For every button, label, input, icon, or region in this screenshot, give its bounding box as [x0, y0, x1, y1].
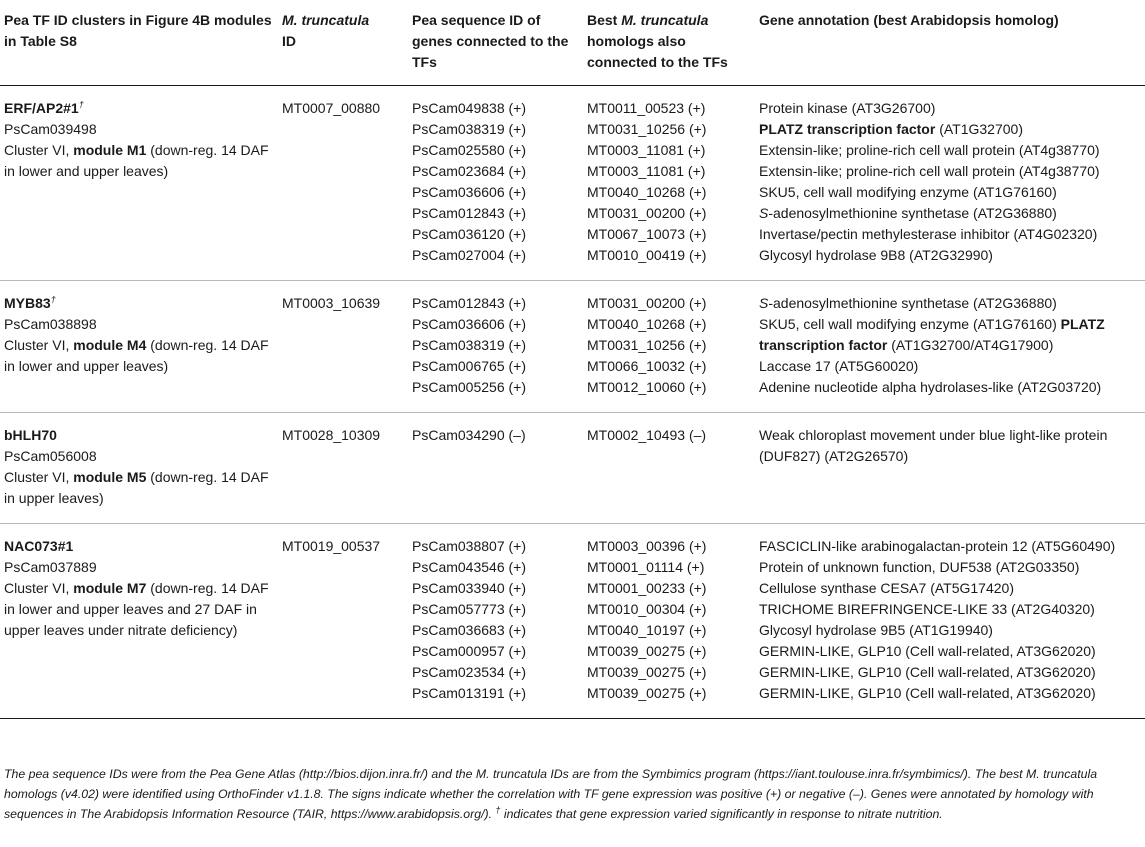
- list-item: PsCam038807 (+): [412, 538, 527, 554]
- pea-ids-cell: [408, 413, 583, 524]
- list-item: PsCam013191 (+): [412, 685, 527, 701]
- list-item: PsCam000957 (+): [412, 643, 527, 659]
- table-row-erf-ap2: [0, 86, 1145, 281]
- tf-cell: [0, 86, 278, 281]
- list-item: PsCam033940 (+): [412, 580, 527, 596]
- pea-ids-cell: [408, 281, 583, 413]
- mt-id-cell: MT0007_00880: [282, 100, 381, 116]
- header-mt-homologs-rest: homologs also connected to the TFs: [587, 33, 728, 70]
- list-item: MT0012_10060 (+): [587, 379, 707, 395]
- header-mt-id: [278, 6, 408, 86]
- list-item: MT0010_00419 (+): [587, 247, 707, 263]
- tf-name: NAC073#1: [4, 538, 74, 554]
- tf-name: bHLH70: [4, 427, 57, 443]
- table-row-nac073: [0, 524, 1145, 719]
- tf-pea-id: PsCam038898: [4, 316, 97, 332]
- module-label: module M7: [73, 580, 147, 596]
- annotations-cell: [755, 524, 1145, 719]
- list-item: MT0010_00304 (+): [587, 601, 707, 617]
- list-item: Extensin-like; proline-rich cell wall protein (AT4g38770): [759, 142, 1100, 158]
- cluster-description: (down-reg. 14 DAF in upper leaves): [4, 469, 269, 506]
- list-item: MT0031_00200 (+): [587, 295, 707, 311]
- header-row: [0, 6, 1145, 86]
- cluster-description: (down-reg. 14 DAF in lower and upper leaves and 27 DAF in upper leaves under nitrate deficiency): [4, 580, 269, 638]
- list-item: PLATZ transcription factor (AT1G32700): [759, 121, 1023, 137]
- tf-cell: [0, 413, 278, 524]
- list-item: SKU5, cell wall modifying enzyme (AT1G76160): [759, 184, 1057, 200]
- list-item: PsCam057773 (+): [412, 601, 527, 617]
- list-item: PsCam012843 (+): [412, 295, 527, 311]
- list-item: SKU5, cell wall modifying enzyme (AT1G76160) PLATZ transcription factor (AT1G32700/AT4G17900): [759, 316, 1105, 353]
- list-item: MT0040_10268 (+): [587, 184, 707, 200]
- gene-table: [0, 6, 1145, 719]
- tf-cell: [0, 281, 278, 413]
- tf-pea-id: PsCam037889: [4, 559, 97, 575]
- annotations-cell: [755, 86, 1145, 281]
- list-item: PsCam036606 (+): [412, 184, 527, 200]
- tf-pea-id: PsCam056008: [4, 448, 97, 464]
- header-tf-clusters: Pea TF ID clusters in Figure 4B modules in Table S8: [4, 12, 272, 49]
- table-row-bhlh70: [0, 413, 1145, 524]
- list-item: S-adenosylmethionine synthetase (AT2G36880): [759, 295, 1057, 311]
- list-item: Protein kinase (AT3G26700): [759, 100, 936, 116]
- list-item: Weak chloroplast movement under blue light-like protein (DUF827) (AT2G26570): [759, 427, 1108, 464]
- mt-homologs-cell: [583, 86, 755, 281]
- annotations-cell: [755, 413, 1145, 524]
- list-item: Extensin-like; proline-rich cell wall protein (AT4g38770): [759, 163, 1100, 179]
- mt-homologs-cell: [583, 281, 755, 413]
- footnote-text: The pea sequence IDs were from the Pea Gene Atlas (http://bios.dijon.inra.fr/) and the M. truncatula IDs are from the Symbimics program (https://iant.toulouse.inra.fr/symbimics/). The best M. truncatula homologs (v4.02) were identified using OrthoFinder v1.1.8. The signs indicate whether the correlation with TF gene expression was positive (+) or negative (–). Genes were annotated by homology with sequences in The Arabidopsis Information Resource (TAIR, https://www.arabidopsis.org/).: [4, 767, 1098, 821]
- cluster-label: Cluster VI,: [4, 337, 74, 353]
- annotations-cell: [755, 281, 1145, 413]
- list-item: MT0003_11081 (+): [587, 142, 706, 158]
- list-item: PsCam036606 (+): [412, 316, 527, 332]
- list-item: PsCam023534 (+): [412, 664, 527, 680]
- list-item: PsCam012843 (+): [412, 205, 527, 221]
- list-item: S-adenosylmethionine synthetase (AT2G36880): [759, 205, 1057, 221]
- list-item: PsCam036683 (+): [412, 622, 527, 638]
- header-mt-id-rest: ID: [282, 33, 296, 49]
- list-item: PsCam049838 (+): [412, 100, 527, 116]
- footnote-tail: indicates that gene expression varied significantly in response to nitrate nutrition.: [500, 807, 943, 821]
- list-item: MT0040_10268 (+): [587, 316, 707, 332]
- list-item: PsCam025580 (+): [412, 142, 527, 158]
- list-item: PsCam043546 (+): [412, 559, 527, 575]
- tf-cell: [0, 524, 278, 719]
- list-item: MT0031_10256 (+): [587, 121, 707, 137]
- cluster-label: Cluster VI,: [4, 469, 74, 485]
- mt-homologs-cell: [583, 413, 755, 524]
- table-row-myb83: [0, 281, 1145, 413]
- list-item: PsCam034290 (–): [412, 427, 526, 443]
- list-item: MT0001_01114 (+): [587, 559, 705, 575]
- list-item: Invertase/pectin methylesterase inhibitor (AT4G02320): [759, 226, 1098, 242]
- list-item: Cellulose synthase CESA7 (AT5G17420): [759, 580, 1014, 596]
- list-item: Glycosyl hydrolase 9B8 (AT2G32990): [759, 247, 993, 263]
- cluster-label: Cluster VI,: [4, 142, 74, 158]
- module-label: module M4: [73, 337, 147, 353]
- list-item: MT0031_10256 (+): [587, 337, 707, 353]
- dagger-mark: †: [50, 294, 56, 305]
- list-item: MT0011_00523 (+): [587, 100, 706, 116]
- header-gene-annotation: Gene annotation (best Arabidopsis homolog): [759, 12, 1059, 28]
- list-item: TRICHOME BIREFRINGENCE-LIKE 33 (AT2G40320): [759, 601, 1095, 617]
- list-item: MT0003_00396 (+): [587, 538, 707, 554]
- tf-name: ERF/AP2#1: [4, 100, 79, 116]
- list-item: Laccase 17 (AT5G60020): [759, 358, 919, 374]
- list-item: MT0002_10493 (–): [587, 427, 707, 443]
- tf-pea-id: PsCam039498: [4, 121, 97, 137]
- list-item: PsCam038319 (+): [412, 121, 527, 137]
- mt-id-cell: MT0028_10309: [278, 413, 408, 524]
- list-item: PsCam038319 (+): [412, 337, 527, 353]
- list-item: PsCam036120 (+): [412, 226, 527, 242]
- module-label: module M1: [73, 142, 147, 158]
- table-footnote: [4, 764, 1144, 824]
- list-item: PsCam005256 (+): [412, 379, 527, 395]
- list-item: Glycosyl hydrolase 9B5 (AT1G19940): [759, 622, 993, 638]
- module-label: module M5: [73, 469, 147, 485]
- list-item: MT0001_00233 (+): [587, 580, 707, 596]
- header-pea-seq-id: Pea sequence ID of genes connected to the TFs: [412, 12, 569, 70]
- dagger-mark: †: [78, 99, 84, 110]
- list-item: MT0003_11081 (+): [587, 163, 706, 179]
- dagger-mark: †: [495, 804, 501, 815]
- list-item: MT0067_10073 (+): [587, 226, 707, 242]
- list-item: GERMIN-LIKE, GLP10 (Cell wall-related, AT3G62020): [759, 685, 1096, 701]
- list-item: PsCam006765 (+): [412, 358, 527, 374]
- header-mt-id-species: M. truncatula: [282, 12, 370, 28]
- header-mt-homologs-pre: Best: [587, 12, 622, 28]
- pea-ids-cell: [408, 524, 583, 719]
- list-item: MT0039_00275 (+): [587, 664, 707, 680]
- cluster-description: (down-reg. 14 DAF in lower and upper leaves): [4, 142, 269, 179]
- cluster-label: Cluster VI,: [4, 580, 74, 596]
- list-item: PsCam023684 (+): [412, 163, 527, 179]
- list-item: MT0031_00200 (+): [587, 205, 707, 221]
- tf-name: MYB83: [4, 295, 51, 311]
- list-item: MT0066_10032 (+): [587, 358, 707, 374]
- header-mt-homologs-species: M. truncatula: [621, 12, 709, 28]
- list-item: GERMIN-LIKE, GLP10 (Cell wall-related, AT3G62020): [759, 643, 1096, 659]
- pea-ids-cell: [408, 86, 583, 281]
- list-item: MT0040_10197 (+): [587, 622, 707, 638]
- list-item: Adenine nucleotide alpha hydrolases-like (AT2G03720): [759, 379, 1102, 395]
- list-item: Protein of unknown function, DUF538 (AT2G03350): [759, 559, 1080, 575]
- mt-id-cell: MT0019_00537: [278, 524, 408, 719]
- list-item: MT0039_00275 (+): [587, 685, 707, 701]
- list-item: GERMIN-LIKE, GLP10 (Cell wall-related, AT3G62020): [759, 664, 1096, 680]
- mt-id-cell: MT0003_10639: [278, 281, 408, 413]
- list-item: FASCICLIN-like arabinogalactan-protein 12 (AT5G60490): [759, 538, 1116, 554]
- cluster-description: (down-reg. 14 DAF in lower and upper leaves): [4, 337, 269, 374]
- mt-homologs-cell: [583, 524, 755, 719]
- list-item: PsCam027004 (+): [412, 247, 527, 263]
- list-item: MT0039_00275 (+): [587, 643, 707, 659]
- header-mt-homologs: [583, 6, 755, 86]
